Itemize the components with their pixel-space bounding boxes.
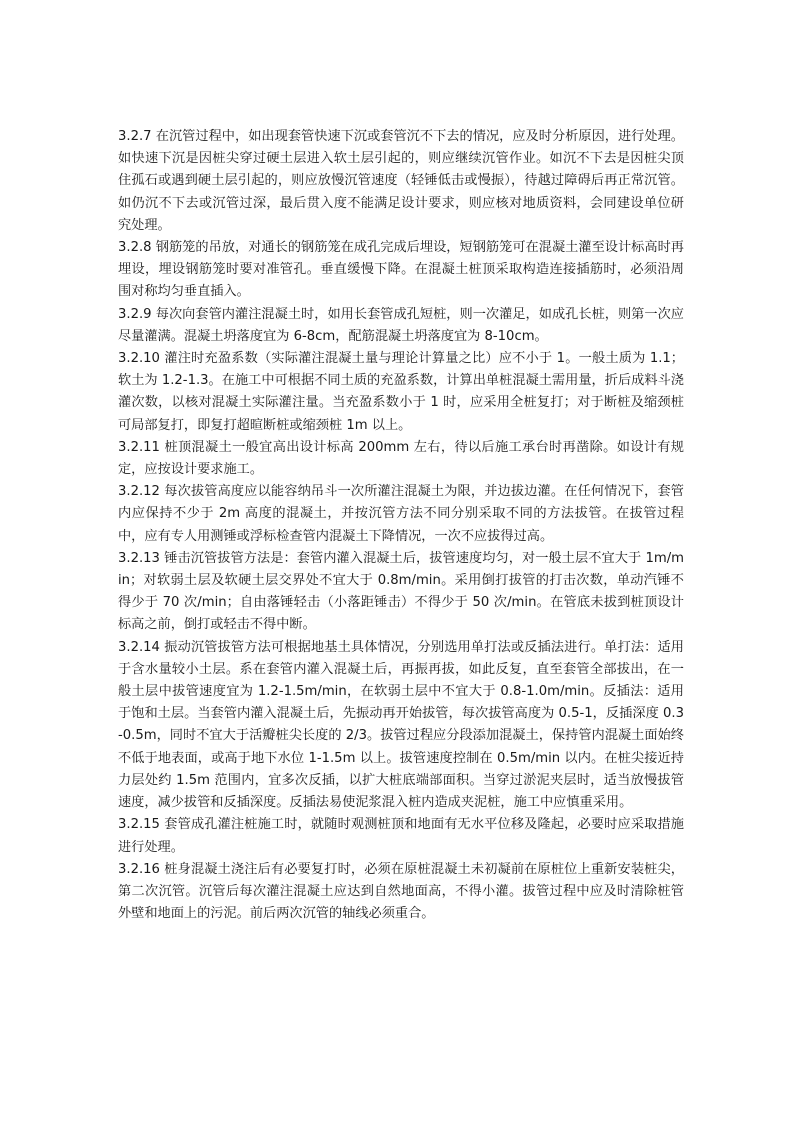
clause-3-2-9: 3.2.9 每次向套管内灌注混凝土时，如用长套管成孔短桩，则一次灌足，如成孔长桩，则第一次应尽量灌满。混凝土坍落度宜为 6-8cm，配筋混凝土坍落度宜为 8-10cm。 — [118, 306, 684, 344]
clause-3-2-14: 3.2.14 振动沉管拔管方法可根据地基土具体情况，分别选用单打法或反插法进行。单打法：适用于含水量较小土层。系在套管内灌入混凝土后，再振再拔，如此反复，直至套管全部拔出，在一般土层中拔管速度宜为 1.2-1.5m/min，在软弱土层中不宜大于 0.8-1.0m/min。反插法：适用于饱和土层。当套管内灌入混凝土后，先振动再开始拔管，每次拔管高度为 0.5-1，反插深度 0.3-0.5m，同时不宜大于活瓣桩尖长度的 2/3。拔管过程应分段添加混凝土，保持管内混凝土面始终不低于地表面，或高于地下水位 1-1.5m 以上。拔管速度控制在 0.5m/min 以内。在桩尖接近持力层处约 1.5m 范围内，宜多次反插，以扩大桩底端部面积。当穿过淤泥夹层时，适当放慢拔管速度，减少拔管和反插深度。反插法易使泥浆混入桩内造成夹泥桩，施工中应慎重采用。 — [118, 639, 684, 811]
clause-3-2-16: 3.2.16 桩身混凝土浇注后有必要复打时，必须在原桩混凝土未初凝前在原桩位上重新安装桩尖，第二次沉管。沉管后每次灌注混凝土应达到自然地面高，不得小灌。拔管过程中应及时清除桩管外壁和地面上的污泥。前后两次沉管的轴线必须重合。 — [118, 861, 684, 922]
document-body — [118, 126, 684, 925]
clause-3-2-11: 3.2.11 桩顶混凝土一般宜高出设计标高 200mm 左右，待以后施工承台时再凿除。如设计有规定，应按设计要求施工。 — [118, 439, 684, 478]
clause-3-2-15: 3.2.15 套管成孔灌注桩施工时，就随时观测桩顶和地面有无水平位移及隆起，必要时应采取措施进行处理。 — [118, 817, 684, 855]
clause-3-2-10: 3.2.10 灌注时充盈系数（实际灌注混凝土量与理论计算量之比）应不小于 1。一般土质为 1.1；软土为 1.2-1.3。在施工中可根据不同土质的充盈系数，计算出单桩混凝土需用量，折后成料斗浇灌次数，以核对混凝土实际灌注量。当充盈系数小于 1 时，应采用全桩复打；对于断桩及缩颈桩可局部复打，即复打超暄断桩或缩颈桩 1m 以上。 — [118, 351, 684, 433]
clause-3-2-7: 3.2.7 在沉管过程中，如出现套管快速下沉或套管沉不下去的情况，应及时分析原因，进行处理。如快速下沉是因桩尖穿过硬土层进入软土层引起的，则应继续沉管作业。如沉不下去是因桩尖顶住孤石或遇到硬土层引起的，则应放慢沉管速度（轻锤低击或慢振），待越过障碍后再正常沉管。如仍沉不下去或沉管过深，最后贯入度不能满足设计要求，则应核对地质资料，会同建设单位研究处理。 — [118, 129, 684, 233]
clause-3-2-12: 3.2.12 每次拔管高度应以能容纳吊斗一次所灌注混凝土为限，并边拔边灌。在任何情况下，套管内应保持不少于 2m 高度的混凝土，并按沉管方法不同分别采取不同的方法拔管。在拔管过程中，应有专人用测锤或浮标检查管内混凝土下降情况，一次不应拔得过高。 — [118, 484, 684, 544]
clause-3-2-13: 3.2.13 锤击沉管拔管方法是：套管内灌入混凝土后，拔管速度均匀，对一般土层不宜大于 1m/min；对软弱土层及软硬土层交界处不宜大于 0.8m/min。采用倒打拔管的打击次数，单动汽锤不得少于 70 次/min；自由落锤轻击（小落距锤击）不得少于 50 次/min。在管底未拔到桩顶设计标高之前，倒打或轻击不得中断。 — [118, 550, 684, 633]
clause-3-2-8: 3.2.8 钢筋笼的吊放，对通长的钢筋笼在成孔完成后埋设，短钢筋笼可在混凝土灌至设计标高时再埋设，埋设钢筋笼时要对准管孔。垂直缓慢下降。在混凝土桩顶采取构造连接插筋时，必须沿周围对称均匀垂直插入。 — [118, 240, 684, 300]
